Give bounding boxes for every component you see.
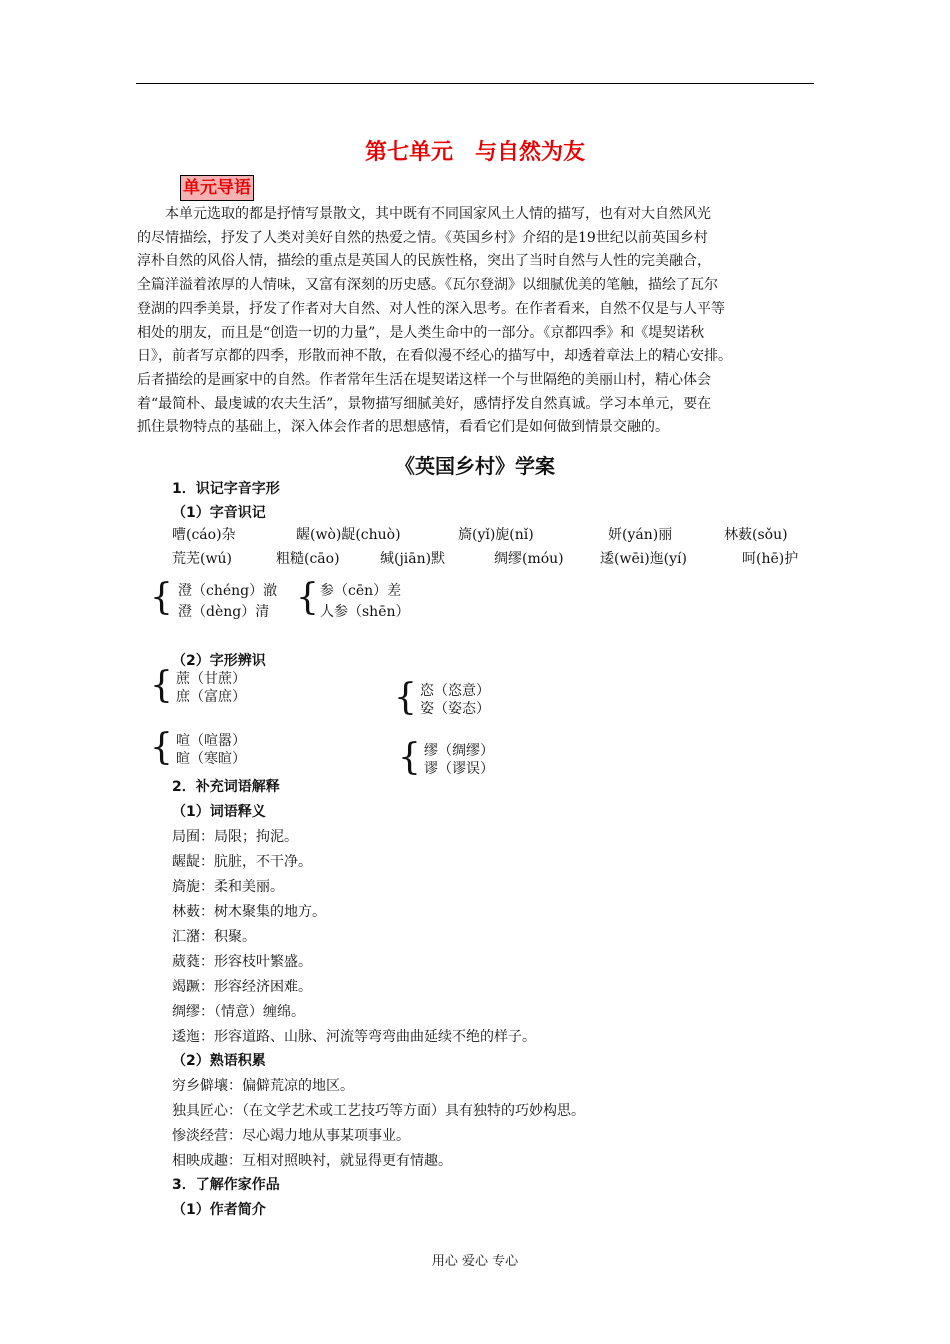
intro-line: 相处的朋友，而且是“创造一切的力量”，是人类生命中的一部分。《京都四季》和《堤契诺秋 [137, 324, 705, 341]
intro-line: 抓住景物特点的基础上，深入体会作者的思想感情，看看它们是如何做到情景交融的。 [137, 419, 669, 436]
pron-item: 绸缪(móu) [494, 551, 564, 567]
pron-item: 澄（chéng）澈 [178, 583, 278, 599]
lesson-title: 《英国乡村》学案 [395, 454, 555, 478]
definition-line: 绸缪：（情意）缠绵。 [172, 1004, 305, 1020]
definition-line: 竭蹶：形容经济困难。 [172, 979, 312, 995]
intro-line: 着“最简朴、最虔诚的农夫生活”，景物描写细腻美好，感情抒发自然真诚。学习本单元，要在 [137, 395, 712, 412]
shape-item: 庶（富庶） [176, 689, 246, 705]
brace-icon: { [150, 665, 173, 706]
definition-line: 旖旎：柔和美丽。 [172, 879, 284, 895]
brace-icon: { [394, 677, 417, 718]
intro-line: 登湖的四季美景，抒发了作者对大自然、对人性的深入思考。在作者看来，自然不仅是与人平等 [137, 300, 725, 317]
intro-line: 的尽情描绘，抒发了人类对美好自然的热爱之情。《英国乡村》介绍的是19世纪以前英国乡村 [137, 229, 708, 246]
pron-item: 荒芜(wú) [172, 551, 232, 567]
subsection-heading: （1）词语释义 [172, 804, 266, 820]
pron-item: 嘈(cáo)杂 [172, 527, 236, 543]
pron-item: 呵(hē)护 [742, 551, 799, 567]
unit-title: 第七单元 与自然为友 [364, 140, 585, 165]
pron-item: 龌(wò)龊(chuò) [296, 527, 401, 543]
intro-label: 单元导语 [180, 175, 254, 201]
brace-icon: { [398, 737, 421, 778]
pron-item: 妍(yán)丽 [608, 527, 673, 543]
pron-item: 缄(jiān)默 [380, 551, 446, 567]
idiom-line: 独具匠心：（在文学艺术或工艺技巧等方面）具有独特的巧妙构思。 [172, 1103, 585, 1119]
section-heading: 2．补充词语解释 [172, 779, 280, 795]
intro-line: 本单元选取的都是抒情写景散文，其中既有不同国家风土人情的描写，也有对大自然风光 [165, 206, 711, 222]
definition-line: 逶迤：形容道路、山脉、河流等弯弯曲曲延续不绝的样子。 [172, 1029, 536, 1045]
shape-item: 恣（恣意） [420, 683, 490, 699]
pron-item: 旖(yǐ)旎(nǐ) [458, 527, 534, 543]
idiom-line: 相映成趣：互相对照映衬，就显得更有情趣。 [172, 1153, 452, 1169]
intro-line: 后者描绘的是画家中的自然。作者常年生活在堤契诺这样一个与世隔绝的美丽山村，精心体会 [137, 371, 711, 388]
subsection-heading: （2）熟语积累 [172, 1053, 266, 1069]
brace-icon: { [296, 577, 319, 618]
subsection-heading: （1）作者简介 [172, 1202, 266, 1218]
section-heading: 1．识记字音字形 [172, 481, 280, 497]
page-footer: 用心 爱心 专心 [431, 1254, 519, 1269]
header-rule [136, 83, 814, 84]
brace-icon: { [150, 727, 173, 768]
definition-line: 汇潴：积聚。 [172, 929, 256, 945]
subsection-heading: （2）字形辨识 [172, 653, 266, 669]
idiom-line: 惨淡经营：尽心竭力地从事某项事业。 [172, 1128, 410, 1144]
pron-item: 澄（dèng）清 [178, 604, 270, 620]
idiom-line: 穷乡僻壤：偏僻荒凉的地区。 [172, 1078, 354, 1094]
intro-line: 日》，前者写京都的四季，形散而神不散，在看似漫不经心的描写中，却透着章法上的精心安排。 [137, 348, 732, 365]
definition-line: 林薮：树木聚集的地方。 [172, 904, 326, 920]
intro-line: 淳朴自然的风俗人情，描绘的重点是英国人的民族性格，突出了当时自然与人性的完美融合， [137, 253, 711, 270]
definition-line: 局囿：局限；拘泥。 [172, 829, 298, 845]
shape-item: 蔗（甘蔗） [176, 671, 246, 687]
shape-item: 暄（寒暄） [176, 751, 246, 767]
intro-paragraph [137, 203, 817, 440]
pron-item: 参（cēn）差 [320, 583, 402, 599]
section-heading: 3．了解作家作品 [172, 1177, 280, 1193]
pron-item: 逶(wēi)迤(yí) [600, 551, 687, 567]
brace-icon: { [150, 577, 173, 618]
definition-line: 葳蕤：形容枝叶繁盛。 [172, 954, 312, 970]
shape-item: 缪（绸缪） [424, 743, 494, 759]
shape-item: 姿（姿态） [420, 701, 490, 717]
intro-line: 全篇洋溢着浓厚的人情味，又富有深刻的历史感。《瓦尔登湖》以细腻优美的笔触，描绘了瓦尔 [137, 277, 718, 294]
shape-item: 喧（喧嚣） [176, 733, 246, 749]
pron-item: 林薮(sǒu) [724, 527, 788, 543]
definition-line: 龌龊：肮脏，不干净。 [172, 854, 312, 870]
subsection-heading: （1）字音识记 [172, 505, 266, 521]
shape-item: 谬（谬误） [424, 761, 494, 777]
pron-item: 粗糙(cāo) [276, 551, 340, 567]
pron-item: 人参（shēn） [320, 604, 410, 620]
